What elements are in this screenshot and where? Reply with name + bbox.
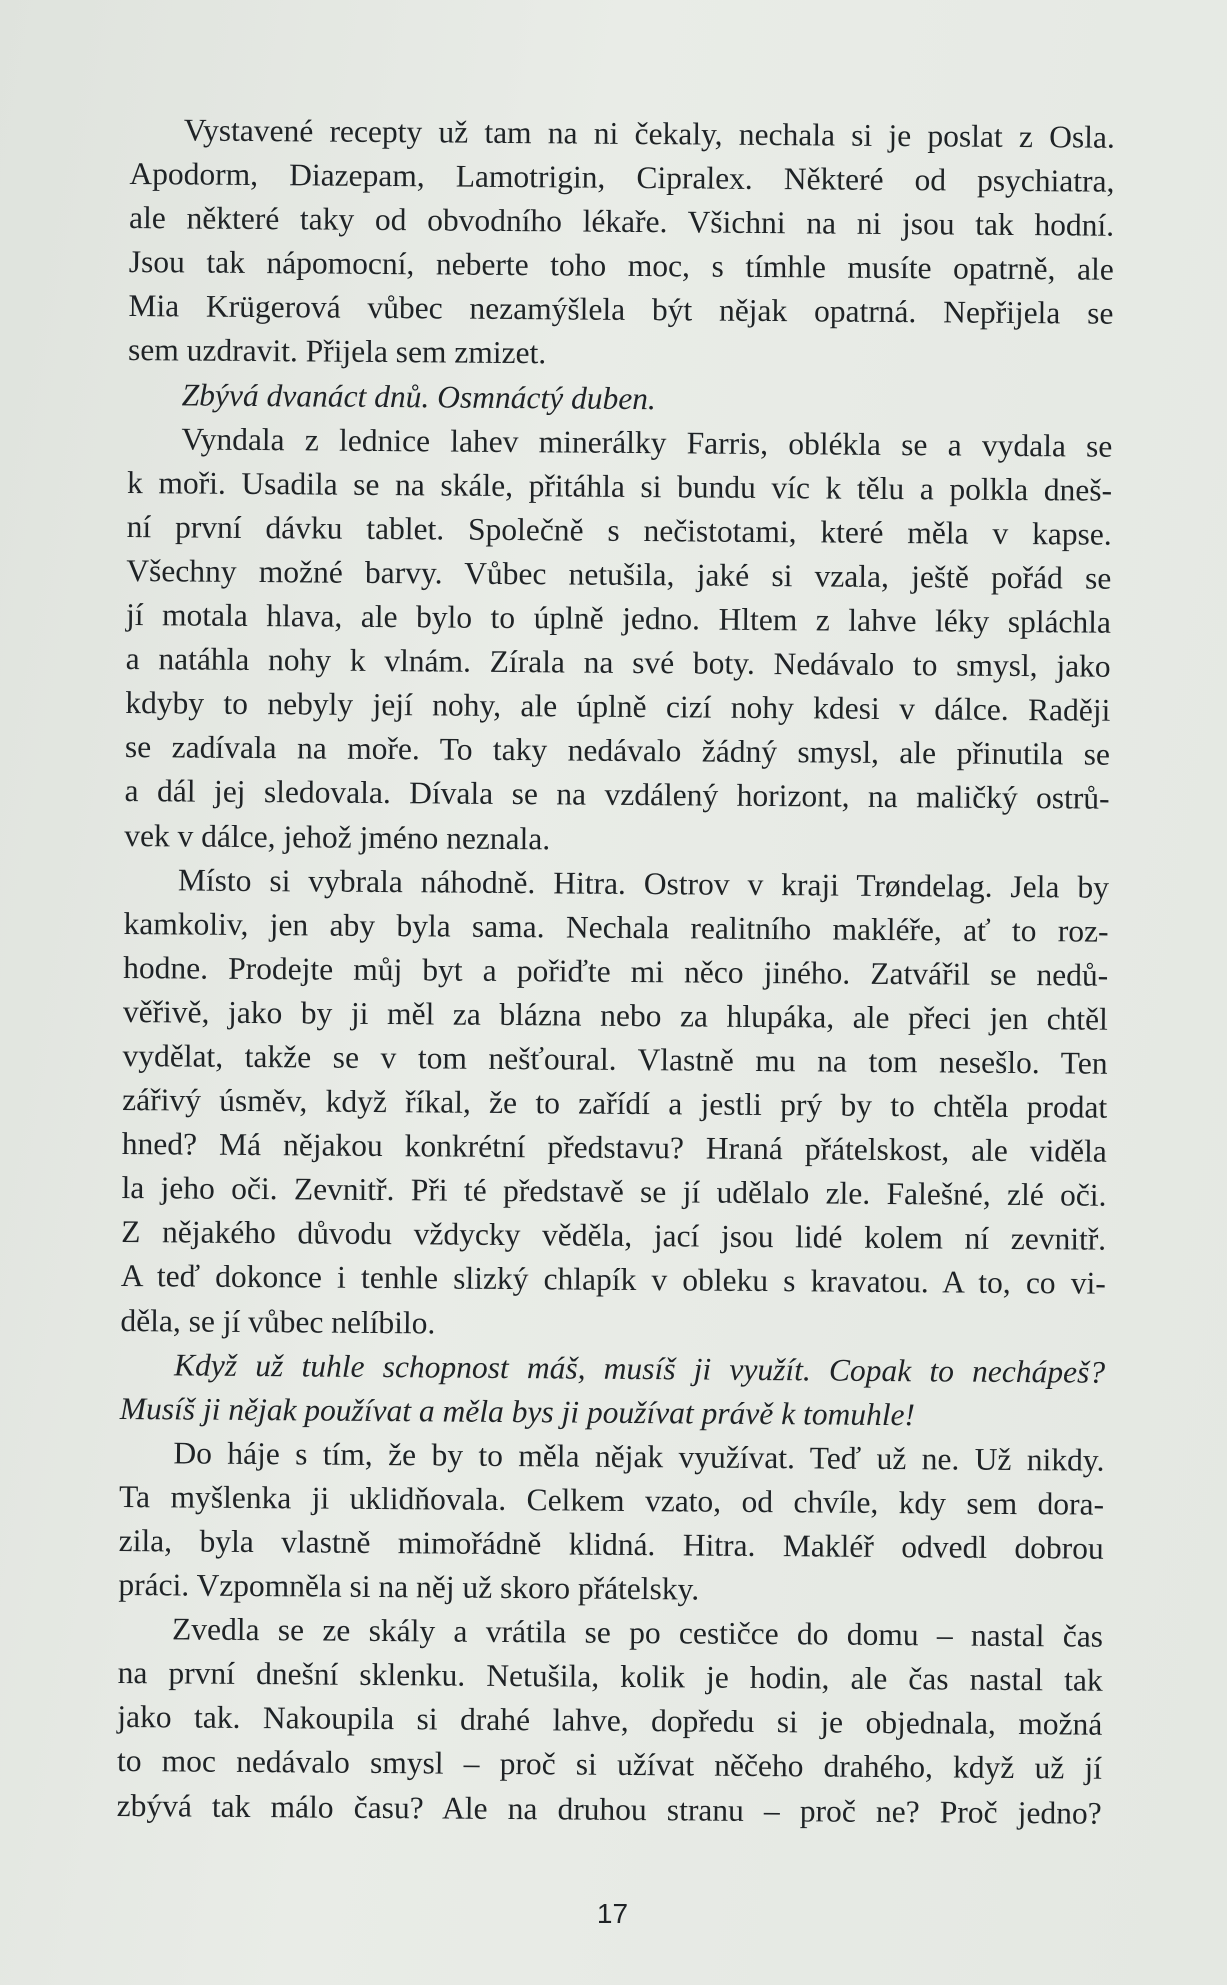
text-line: Místo si vybrala náhodně. Hitra. Ostrov v kraji Trøndelag. Jela by — [177, 861, 1110, 905]
text-line: kamkoliv, jen aby byla sama. Nechala realitního makléře, ať to roz- — [123, 905, 1109, 949]
page-number — [0, 1898, 1227, 1930]
text-line: vek v dálce, jehož jméno neznala. — [124, 817, 551, 856]
text-line: to moc nedávalo smysl – proč si užívat něčeho drahého, když už jí — [116, 1743, 1103, 1787]
text-line: hned? Má nějakou konkrétní představu? Hraná přátelskost, ale viděla — [121, 1126, 1107, 1169]
text-line: Do háje s tím, že by to měla nějak využívat. Teď už ne. Už nikdy. — [173, 1435, 1105, 1478]
text-line: jako tak. Nakoupila si drahé lahve, dopředu si je objednala, možná — [117, 1699, 1103, 1743]
text-line: Ta myšlenka ji uklidňovala. Celkem vzato, od chvíle, kdy sem dora- — [118, 1478, 1105, 1522]
text-line: zbývá tak málo času? Ale na druhou stranu – proč ne? Proč jedno? — [116, 1787, 1102, 1831]
text-line: děla, se jí vůbec nelíbilo. — [120, 1302, 436, 1340]
text-line: k moři. Usadila se na skále, přitáhla si bundu víc k tělu a polkla dneš- — [126, 464, 1113, 508]
text-line: Mia Krügerová vůbec nezamýšlela být nějak opatrná. Nepřijela se — [128, 288, 1114, 332]
text-line: práci. Vzpomněla si na něj už skoro přátelsky. — [118, 1567, 700, 1607]
text-line: Zbývá dvanáct dnů. Osmnáctý duben. — [181, 376, 657, 416]
text-line: Vystavené recepty už tam na ni čekaly, nechala si je poslat z Osla. — [183, 112, 1115, 155]
text-line: Vyndala z lednice lahev minerálky Farris, oblékla se a vydala se — [181, 421, 1113, 464]
text-line: a dál jej sledovala. Dívala se na vzdálený horizont, na maličký ostrů- — [124, 773, 1110, 817]
text-line: ní první dávku tablet. Společně s nečistotami, které měla v kapse. — [126, 508, 1112, 552]
text-line: se zadívala na moře. To taky nedávalo žádný smysl, ale přinutila se — [124, 729, 1111, 773]
text-line: la jeho oči. Zevnitř. Při té představě se jí udělalo zle. Falešné, zlé oči. — [121, 1170, 1107, 1213]
text-line: zila, byla vlastně mimořádně klidná. Hitra. Makléř odvedl dobrou — [118, 1522, 1104, 1566]
text-line: Z nějakého důvodu vždycky věděla, jací jsou lidé kolem ní zevnitř. — [121, 1214, 1107, 1258]
text-line: Musíš ji nějak používat a měla bys ji používat právě k tomuhle! — [119, 1390, 916, 1432]
text-line: kdyby to nebyly její nohy, ale úplně cizí nohy kdesi v dálce. Raději — [125, 685, 1111, 728]
text-line: a natáhla nohy k vlnám. Zírala na své boty. Nedávalo to smysl, jako — [125, 641, 1111, 684]
text-line: jí motala hlava, ale bylo to úplně jedno. Hltem z lahve léky spláchla — [125, 597, 1112, 640]
text-line: A teď dokonce i tenhle slizký chlapík v obleku s kravatou. A to, co vi- — [120, 1258, 1106, 1302]
page-number-label: 17 — [596, 1898, 629, 1929]
text-line: Když už tuhle schopnost máš, musíš ji využít. Copak to nechápeš? — [173, 1347, 1106, 1390]
text-line: zářivý úsměv, když říkal, že to zařídí a jestli prý by to chtěla prodat — [122, 1082, 1108, 1125]
text-line: sem uzdravit. Přijela sem zmizet. — [127, 332, 547, 371]
text-line: Jsou tak nápomocní, neberte toho moc, s tímhle musíte opatrně, ale — [128, 244, 1114, 288]
text-line: na první dnešní sklenku. Netušila, kolik je hodin, ale čas nastal tak — [117, 1655, 1103, 1698]
text-line: ale některé taky od obvodního lékaře. Všichni na ni jsou tak hodní. — [129, 200, 1115, 243]
body-text — [116, 108, 1114, 1835]
text-line: Zvedla se ze skály a vrátila se po cestičce do domu – nastal čas — [171, 1611, 1104, 1654]
text-line: věřivě, jako by ji měl za blázna nebo za hlupáka, ale přeci jen chtěl — [122, 993, 1109, 1037]
text-line: Všechny možné barvy. Vůbec netušila, jaké si vzala, ještě pořád se — [126, 552, 1112, 596]
text-line: vydělat, takže se v tom nešťoural. Vlastně mu na tom nesešlo. Ten — [122, 1037, 1108, 1081]
text-line: Apodorm, Diazepam, Lamotrigin, Cipralex. Některé od psychiatra, — [129, 156, 1115, 199]
text-line: hodne. Prodejte můj byt a pořiďte mi něco jiného. Zatvářil se nedů- — [123, 949, 1109, 993]
